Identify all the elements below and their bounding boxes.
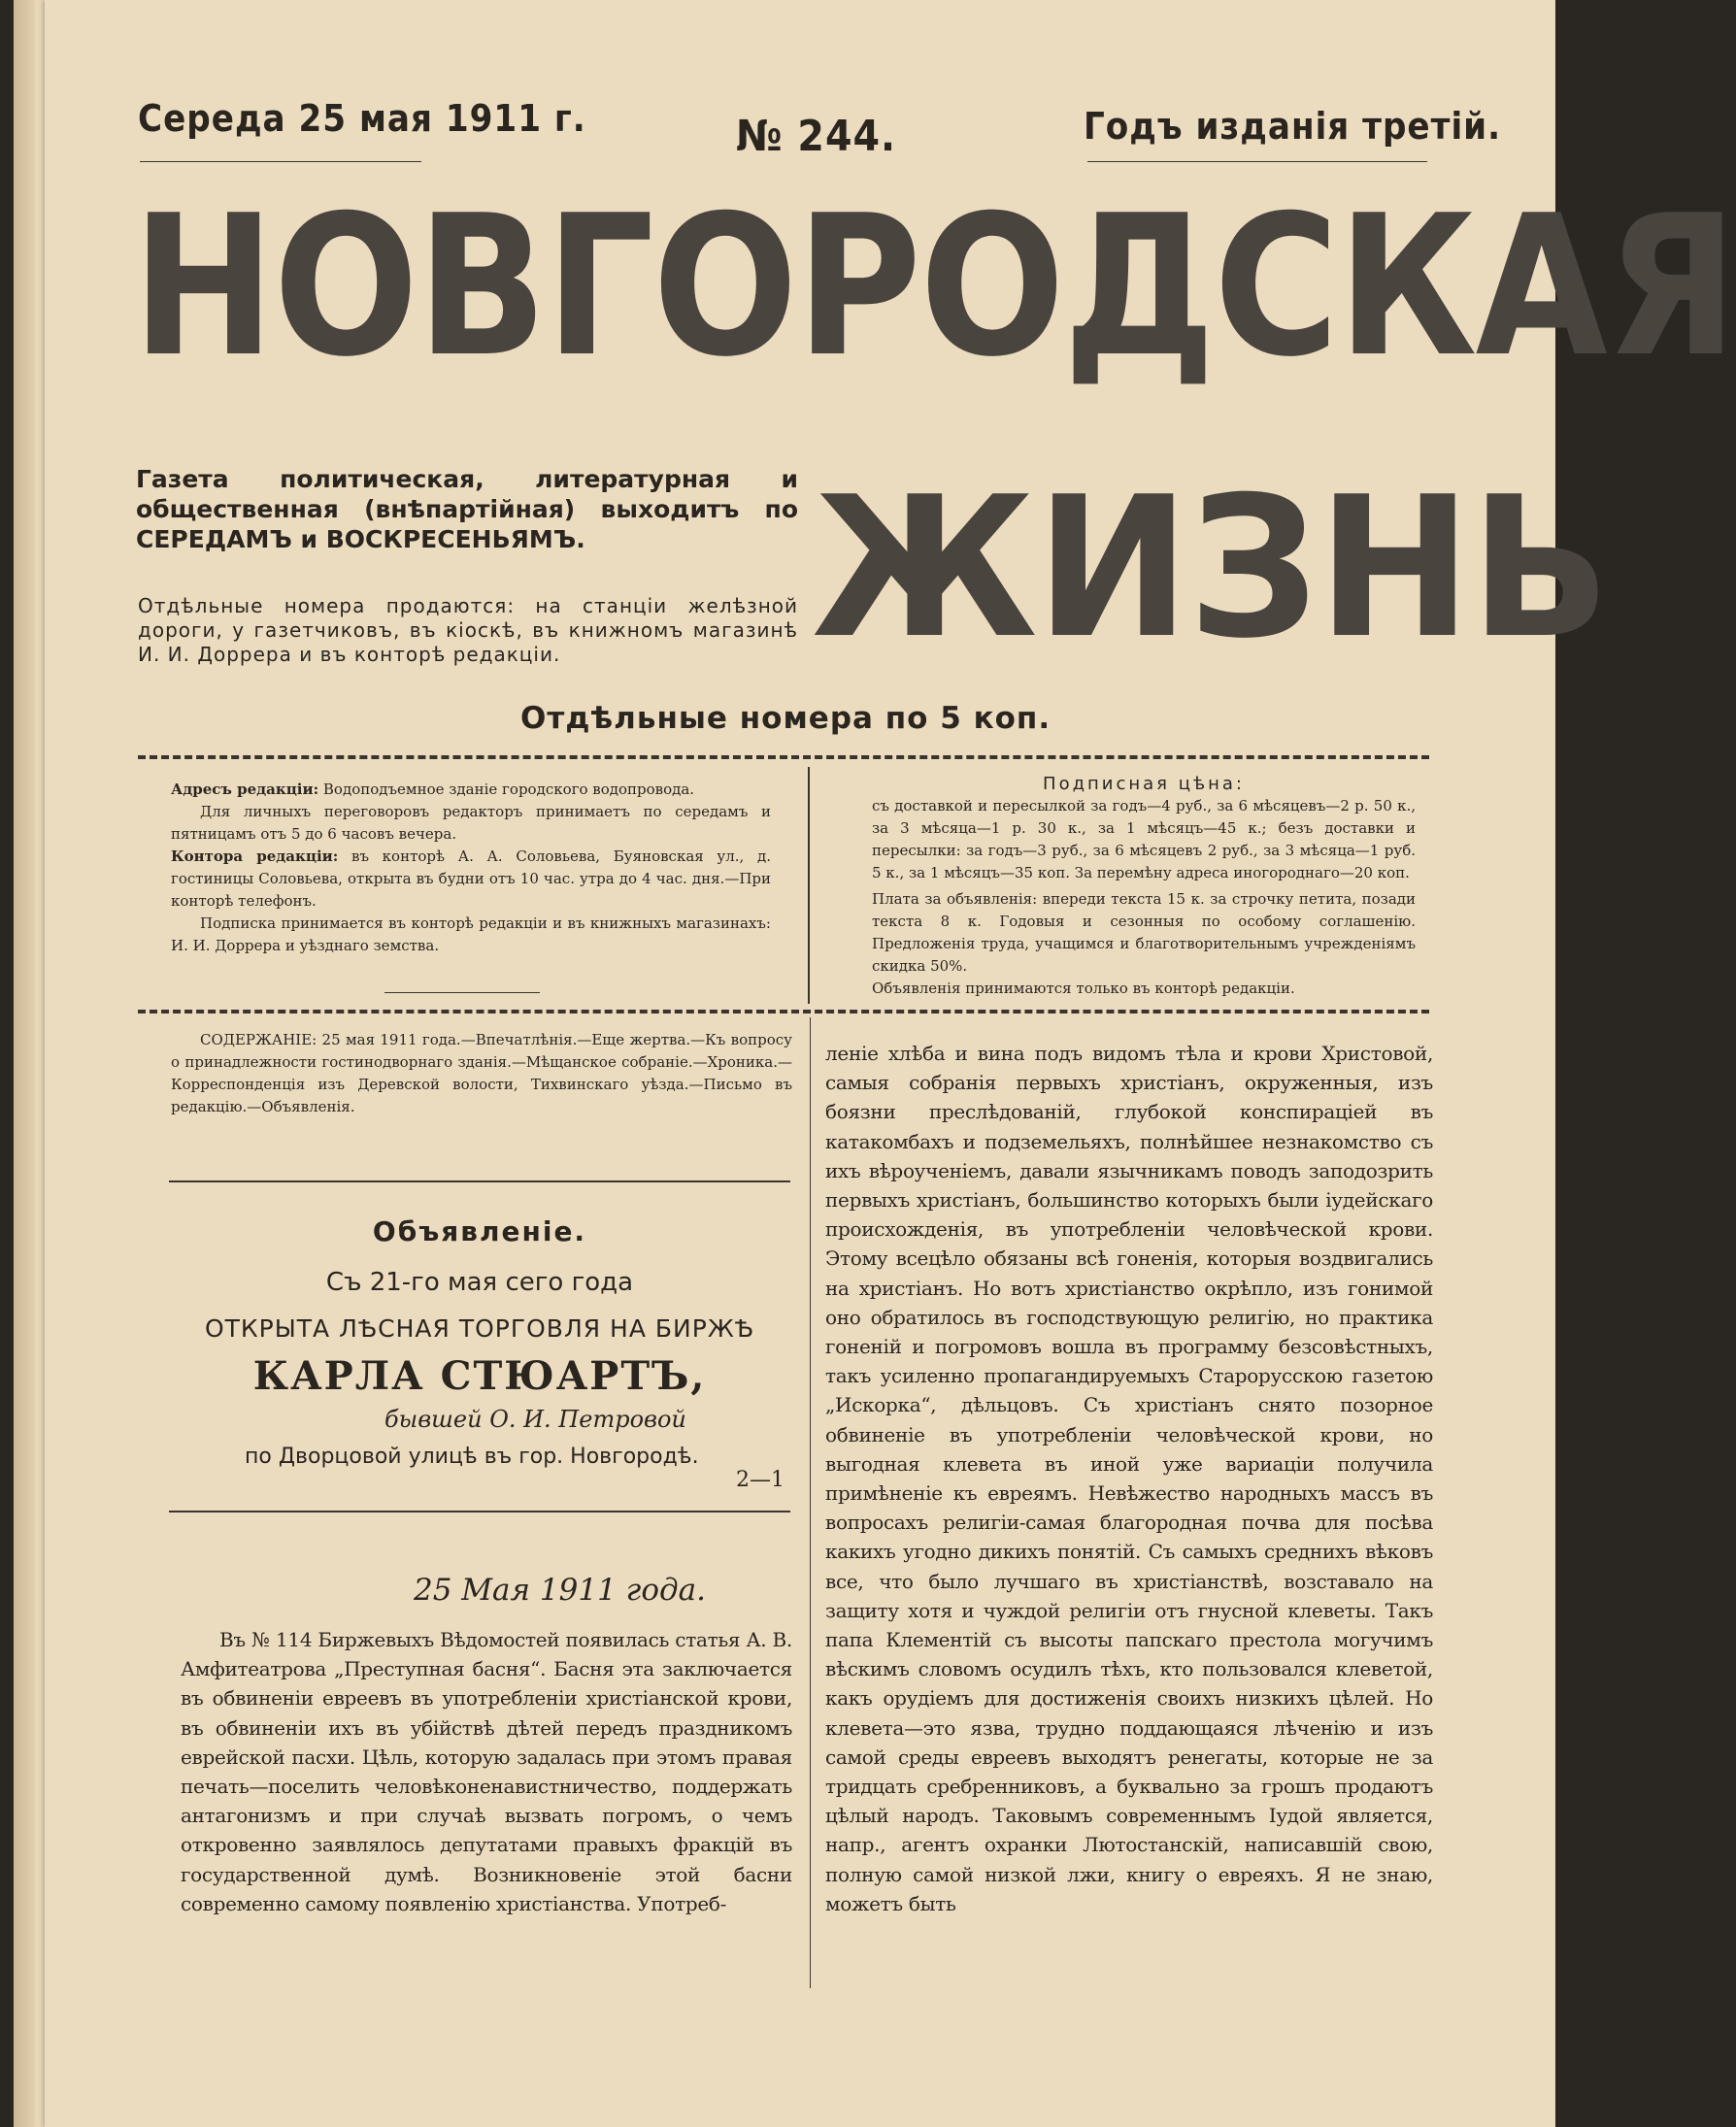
issue-number: № 244. <box>736 112 897 161</box>
divider-bottom <box>138 1010 1429 1014</box>
advert-heading: Объявленіе. <box>372 1215 587 1247</box>
contents-rule <box>169 1180 790 1182</box>
column-divider <box>810 1017 811 1988</box>
front-page <box>45 0 1736 2127</box>
subscription-info <box>872 773 1416 1000</box>
address-text: Водоподъемное зданіе городского водопровода. <box>318 781 695 798</box>
date-underline <box>140 161 421 162</box>
table-of-contents: СОДЕРЖАНІЕ: 25 мая 1911 года.—Впечатлѣнія.—Еще жертва.—Къ вопросу о принадлежности гостинодворнаго зданія.—Мѣщанское собраніе.—Хроника.—Корреспонденція изъ Деревской волости, Тихвинскаго уѣзда.—Письмо въ редакцію.—Объявленія. <box>171 1031 792 1115</box>
address-label: Адресъ редакціи: <box>171 781 319 798</box>
advert-location: по Дворцовой улицѣ въ гор. Новгородѣ. <box>245 1445 699 1469</box>
advert-line2: ОТКРЫТА ЛѢСНАЯ ТОРГОВЛЯ НА БИРЖѢ <box>204 1314 755 1343</box>
office-label: Контора редакціи: <box>171 847 339 865</box>
price-heading: Подписная цѣна: <box>1043 774 1245 794</box>
tagline: Газета политическая, литературная и общественная (внѣпартійная) выходитъ по СЕРЕДАМЪ и ВОСКРЕСЕНЬЯМЪ. <box>136 465 798 553</box>
divider-top <box>138 755 1429 759</box>
newspaper-title-line1: НОВГОРОДСКАЯ <box>132 174 1736 400</box>
subscription-rates: съ доставкой и пересылкой за годъ—4 руб., за 6 мѣсяцевъ—2 р. 50 к., за 3 мѣсяца—1 р. 30 к., за 1 мѣсяцъ—45 к.; безъ доставки и пересылки: за годъ—3 руб., за 6 мѣсяцевъ 2 руб., за 3 мѣсяца—1 руб. 5 к., за 1 мѣсяцъ—35 коп. За перемѣну адреса иногороднаго—20 коп. <box>872 797 1416 881</box>
issue-date: Середа 25 мая 1911 г. <box>138 97 586 140</box>
publication-year: Годъ изданія третій. <box>1084 105 1502 148</box>
advert-company: КАРЛА СТЮАРТЪ, <box>252 1353 707 1399</box>
article-dateline: 25 Мая 1911 года. <box>414 1573 706 1608</box>
advert-code: 2—1 <box>736 1468 785 1492</box>
article-column-2: леніе хлѣба и вина подъ видомъ тѣла и крови Христовой, самыя собранія первыхъ христіанъ, окруженныя, изъ боязни преслѣдованій, глубокой конспираціей въ катакомбахъ и подземельяхъ, полнѣйшее незнакомство съ ихъ вѣроученіемъ, давали язычникамъ поводъ заподозрить первыхъ христіанъ, большинство которыхъ были іудейскаго происхожденія, въ употребленіи человѣческой крови. Этому всецѣло обязаны всѣ гоненія, которыя воздвигались на христіанъ. Но вотъ христіанство окрѣпло, изъ гонимой оно обратилось въ господствующую религію, но практика гоненій и погромовъ вошла въ программу безсовѣстныхъ, такъ усиленно пропагандируемыхъ Старорусскою газетою „Искорка“, дѣльцовъ. Съ христіанъ снято позорное обвиненіе въ употребленіи человѣческой крови, но выгодная клевета въ иной уже вариаціи получила примѣненіе къ евреямъ. Невѣжество народныхъ массъ въ вопросахъ религіи-самая благородная почва для посѣва какихъ угодно дикихъ понятій. Съ самыхъ среднихъ вѣковъ все, что было лучшаго въ христіанствѣ, возставало на защиту хотя и чуждой религіи отъ гнусной клеветы. Такъ папа Клементій съ высоты папскаго престола могучимъ вѣскимъ словомъ осудилъ тѣхъ, кто пользовался клеветой, какъ орудіемъ для достиженія своихъ низкихъ цѣлей. Но клевета—это язва, трудно поддающаяся лѣченію и изъ самой среды евреевъ выходятъ ренегаты, которые не за тридцать сребренниковъ, а буквально за грошъ продаютъ цѣлый народъ. Таковымъ современнымъ Іудой является, напр., агентъ охранки Лютостанскій, написавшій свою, полную самой низкой лжи, книгу о евреяхъ. Я не знаю, можетъ быть <box>825 1042 1433 1915</box>
office-text: въ конторѣ А. А. Соловьева, Буяновская ул., д. гостиницы Соловьева, открыта въ будни отъ 10 час. утра до 4 час. дня.—При конторѣ телефонъ. <box>171 847 772 910</box>
year-underline <box>1087 161 1427 162</box>
info-rule <box>384 992 540 993</box>
editorial-info <box>171 779 771 957</box>
subscription-places: Подписка принимается въ конторѣ редакціи и въ книжныхъ магазинахъ: И. И. Доррера и уѣзднаго земства. <box>171 914 771 954</box>
article-column-1: Въ № 114 Биржевыхъ Вѣдомостей появилась статья А. В. Амфитеатрова „Преступная басня“. Басня эта заключается въ обвиненіи евреевъ въ употребленіи христіанской крови, въ обвиненіи ихъ въ убійствѣ дѣтей передъ праздникомъ еврейской пасхи. Цѣль, которую задалась при этомъ правая печать—поселить человѣконенавистничество, поддержать антагонизмъ и при случаѣ вызвать погромъ, о чемъ откровенно заявлялось депутатами правыхъ фракцій въ государственной думѣ. Возникновеніе этой басни современно самому появленію христіанства. Употреб- <box>181 1628 792 1915</box>
newspaper-sheet <box>14 0 1736 2127</box>
advert-line1: Съ 21-го мая сего года <box>325 1268 634 1297</box>
ad-note: Объявленія принимаются только въ конторѣ редакціи. <box>872 980 1295 997</box>
info-divider <box>808 767 810 1004</box>
advert-rule <box>169 1511 790 1512</box>
single-issue-price: Отдѣльные номера по 5 коп. <box>520 701 1052 736</box>
advert-former-owner: бывшей О. И. Петровой <box>384 1406 686 1433</box>
sales-note: Отдѣльные номера продаются: на станціи желѣзной дороги, у газетчиковъ, въ кіоскѣ, въ книжномъ магазинѣ И. И. Доррера и въ конторѣ редакціи. <box>138 594 798 666</box>
ad-rates: Плата за объявленія: впереди текста 15 к. за строчку петита, позади текста 8 к. Годовыя и сезонныя по особому соглашенію. Предложенія труда, учащимся и благотворительнымъ учрежденіямъ скидка 50%. <box>872 890 1416 975</box>
newspaper-title-line2: ЖИЗНЬ <box>812 455 1609 681</box>
office-hours: Для личныхъ переговоровъ редакторъ принимаетъ по середамъ и пятницамъ отъ 5 до 6 часовъ вечера. <box>171 803 771 843</box>
